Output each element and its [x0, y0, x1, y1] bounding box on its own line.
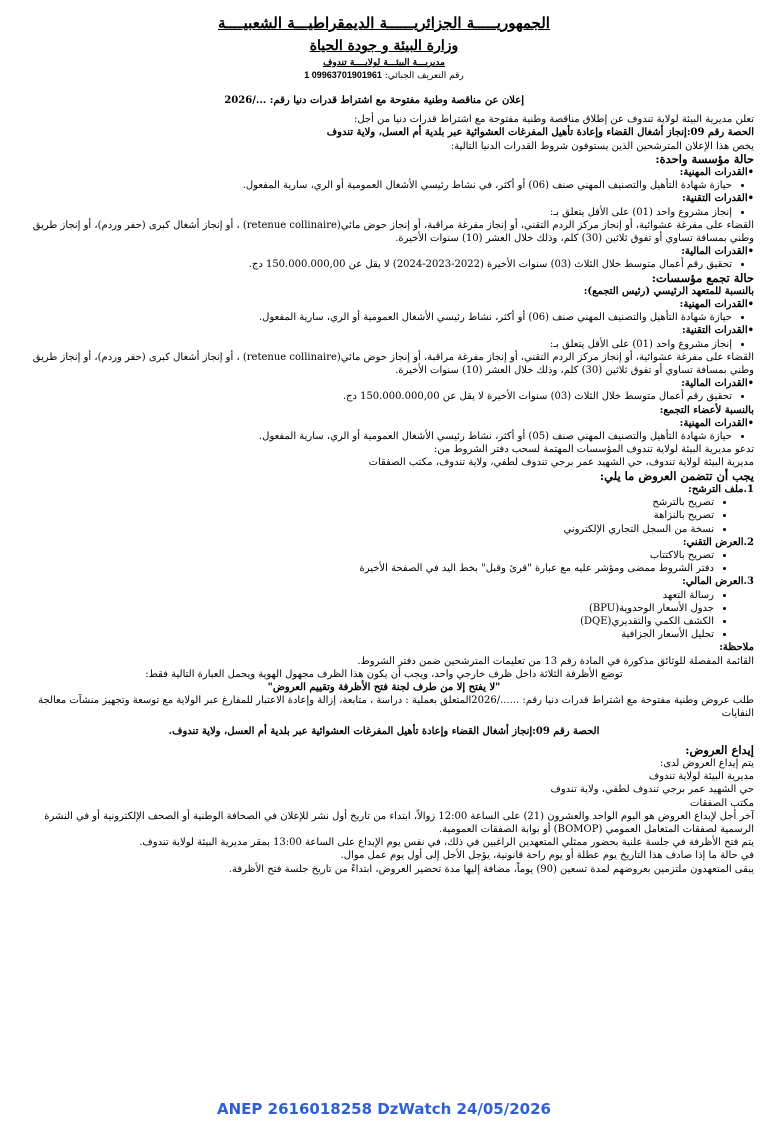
announcement-intro: تعلن مديرية البيئة لولاية تندوف عن إطلاق مناقصة وطنية مفتوحة مع اشتراط قدرات دنيا من أجل:	[353, 114, 754, 126]
note-line2: توضع الأظرفة الثلاثة داخل ظرف خارجي واحد، ويجب أن يكون هذا الظرف مجهول الهوية ويحمل العبارة التالية فقط:	[145, 668, 623, 680]
single-prof-item: • حيازة شهادة التأهيل والتصنيف المهني صنف (06) أو أكثر، في نشاط رئيسي الأشغال العمومية أو الري، سارية المفعول.	[14, 179, 732, 192]
deposit-l4: مكتب الصفقات	[690, 797, 754, 809]
offers-s1-item: • تصريح بالنزاهة	[14, 509, 714, 522]
deposit-p1: آخر أجل لإيداع العروض هو اليوم الواحد والعشرون (21) على الساعة 12:00 زوالاً، ابتداء من تاريخ أول نشر للإعلان في الصحافة الوطنية أو الصحف الإلكترونية أو في النشرة الرسمية لصفقات المتعامل العمومي (BOMOP) أو بوابة الصفقات العمومية.	[44, 810, 754, 835]
deposit-l3: حي الشهيد عمر برجي تندوف لطفي، ولاية تندوف	[550, 784, 754, 796]
announcement-body	[14, 94, 754, 876]
note-line1: القائمة المفصلة للوثائق مذكورة في المادة رقم 13 من تعليمات المترشحين ضمن دفتر الشروط.	[357, 655, 754, 667]
offers-s1-item: • نسخة من السجل التجاري الإلكتروني	[14, 523, 714, 536]
group-tech-label: •القدرات التقنية:	[681, 325, 754, 337]
single-tech-text: القضاء على مفرغة عشوائية، أو إنجاز مركز الردم التقني، أو إنجاز مفرغة مراقبة، أو إنجاز حوض مائي(retenue collinaire) ، أو إنجاز أشغال كبرى (حفر وردم)، أو إنجاز طريق وطني بمسافة تساوي أو تفوق ثلاثين (30) كلم، وذلك خلال العشر (10) سنوات الأخيرة.	[32, 219, 754, 245]
offers-s1-item: • تصريح بالترشح	[14, 496, 714, 509]
single-heading: حالة مؤسسة واحدة:	[655, 151, 754, 166]
single-fin-label: •القدرات المالية:	[681, 246, 754, 258]
announcement-title: إعلان عن مناقصة وطنية مفتوحة مع اشتراط قدرات دنيا رقم: .../2026	[224, 95, 524, 106]
offers-s3-item: • تحليل الأسعار الجزافية	[14, 628, 714, 641]
deposit-l2: مديرية البيئة لولاية تندوف	[648, 771, 754, 783]
offers-s3: 3.العرض المالي:	[682, 576, 754, 588]
offers-s2: 2.العرض التقني:	[682, 536, 754, 548]
group-fin-item: • تحقيق رقم أعمال متوسط خلال الثلاث (03) سنوات الأخيرة لا يقل عن 150.000.000,00 دج.	[14, 390, 732, 403]
publication-reference: ANEP 2616018258 DzWatch 24/05/2026	[217, 1100, 551, 1118]
offers-s3-item: • الكشف الكمي والتقديري(DQE)	[14, 615, 714, 628]
republic-title: الجمهوريـــــة الجزائريــــــة الديمقراطيـــة الشعبيــــة	[218, 14, 550, 32]
concern-text: يخص هذا الإعلان المترشحين الذين يستوفون شروط القدرات الدنيا التالية:	[450, 140, 754, 152]
group-heading: حالة تجمع مؤسسات:	[651, 270, 754, 285]
offers-s3-item: • جدول الأسعار الوحدوية(BPU)	[14, 602, 714, 615]
members-prof-label: •القدرات المهنية:	[679, 417, 754, 429]
offers-s2-item: • تصريح بالاكتتاب	[14, 549, 714, 562]
offers-s3-item: • رسالة التعهد	[14, 589, 714, 602]
group-prof-item: • حيازة شهادة التأهيل والتصنيف المهني صنف (06) أو أكثر، نشاط رئيسي الأشغال العمومية أو الري، سارية المفعول.	[14, 311, 732, 324]
members-prof-item: • حيازة شهادة التأهيل والتصنيف المهني صنف (05) أو أكثر، نشاط رئيسي الأشغال العمومية أو الري، سارية المفعول.	[14, 430, 732, 443]
invite-line1: تدعو مديرية البيئة لولاية تندوف المؤسسات المهتمة لسحب دفتر الشروط من:	[433, 444, 754, 456]
single-tech-item: • إنجاز مشروع واحد (01) على الأقل يتعلق بـ:	[14, 206, 732, 219]
deposit-p2: يتم فتح الأظرفة في جلسة علنية بحضور ممثلي المتعهدين الراغبين في ذلك، في نفس يوم الإيداع على الساعة 13:00 بمقر مديرية البيئة لولاية تندوف.	[139, 837, 754, 849]
deposit-l1: يتم إيداع العروض لدى:	[659, 757, 754, 769]
deposit-p3: في حالة ما إذا صادف هذا التاريخ يوم عطلة أو يوم راحة قانونية، يؤجل الأجل إلى أول يوم عمل موال.	[340, 850, 754, 862]
offers-s1: 1.ملف الترشح:	[688, 483, 754, 495]
deposit-p4: يبقى المتعهدون ملتزمين بعروضهم لمدة تسعين (90) يوماً، مضافة إليها مدة تحضير العروض، ابتداءً من تاريخ جلسة فتح الأظرفة.	[228, 863, 754, 875]
tax-id	[0, 70, 768, 81]
ministry-title: وزارة البيئة و جودة الحياة	[309, 38, 459, 54]
invite-line2: مديرية البيئة لولاية تندوف، حي الشهيد عمر برجي تندوف لطفي، ولاية تندوف، مكتب الصفقات	[368, 457, 754, 469]
tax-id-label: رقم التعريف الجبائي:	[384, 71, 464, 81]
offers-s2-item: • دفتر الشروط ممضى ومؤشر عليه مع عبارة "قرئ وقبل" بخط اليد في الصفحة الأخيرة	[14, 562, 714, 575]
directorate-title: مديريـــة البيئـــة لولايــــة تندوف	[323, 58, 445, 68]
note-line5: الحصة رقم 09:إنجاز أشغال القضاء وإعادة تأهيل المفرغات العشوائية عبر بلدية أم العسل، ولاية تندوف.	[168, 725, 600, 737]
members-heading: بالنسبة لأعضاء التجمع:	[659, 404, 754, 416]
single-fin-item: • تحقيق رقم أعمال متوسط خلال الثلاث (03) سنوات الأخيرة (2022-2023-2024) لا يقل عن 150.000.000,00 دج.	[14, 258, 732, 271]
leader-heading: بالنسبة للمتعهد الرئيسي (رئيس التجمع):	[583, 285, 754, 297]
deposit-heading: إيداع العروض:	[685, 742, 754, 757]
note-heading: ملاحظة:	[719, 642, 754, 654]
tax-id-value: 09963701901961 1	[304, 70, 382, 80]
offers-heading: يجب أن تتضمن العروض ما يلي:	[599, 468, 754, 483]
group-tech-text: القضاء على مفرغة عشوائية، أو إنجاز مركز الردم التقني، أو إنجاز مفرغة مراقبة، أو إنجاز حوض مائي(retenue collinaire) ، أو إنجاز أشغال كبرى (حفر وردم)، أو إنجاز طريق وطني بمسافة تساوي أو تفوق ثلاثين (30) كلم، وذلك خلال العشر (10) سنوات الأخيرة.	[32, 351, 754, 377]
single-prof-label: •القدرات المهنية:	[679, 167, 754, 179]
group-prof-label: •القدرات المهنية:	[679, 299, 754, 311]
group-tech-item: • إنجاز مشروع واحد (01) على الأقل يتعلق بـ:	[14, 338, 732, 351]
single-tech-label: •القدرات التقنية:	[681, 193, 754, 205]
note-line4: طلب عروض وطنية مفتوحة مع اشتراط قدرات دنيا رقم: ....../2026المتعلق بعملية : دراسة ، متابعة، إزالة وإعادة الاعتبار للمفارغ عبر الولاية مع توسعة وتجهيز منشآت معالجة النفايات	[38, 695, 754, 720]
note-line3: "لا يفتح إلا من طرف لجنة فتح الأظرفة وتقييم العروض"	[267, 681, 501, 693]
lot-title: الحصة رقم 09:إنجاز أشغال القضاء وإعادة تأهيل المفرغات العشوائية عبر بلدية أم العسل، ولاية تندوف	[326, 127, 754, 139]
group-fin-label: •القدرات المالية:	[681, 378, 754, 390]
